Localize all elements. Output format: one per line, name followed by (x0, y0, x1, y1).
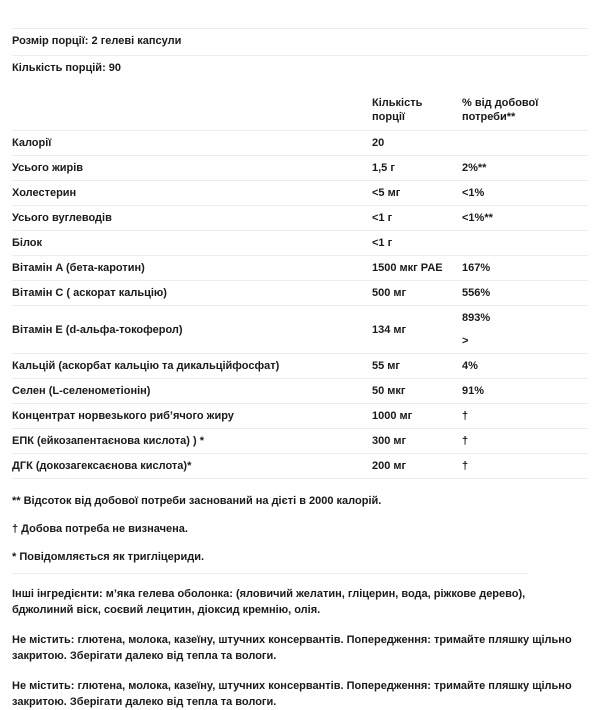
daily-value-extra-text: > (462, 335, 469, 347)
nutrient-daily-value (462, 454, 588, 479)
nutrient-daily-value (462, 131, 588, 156)
daily-value-text: 2%** (462, 162, 487, 174)
table-row (12, 404, 588, 429)
nutrient-amount: 1500 мкг PAE (372, 256, 462, 281)
nutrition-table-body (12, 131, 588, 479)
nutrient-name: Усього жирів (12, 156, 372, 181)
nutrient-daily-value (462, 429, 588, 454)
nutrient-daily-value (462, 281, 588, 306)
servings-per-container-line: Кількість порцій: 90 (12, 55, 588, 82)
daily-value-text: 4% (462, 360, 478, 372)
nutrient-name: Вітамін C ( аскорат кальцію) (12, 281, 372, 306)
footnotes-section (12, 489, 588, 574)
nutrient-name: Кальцій (аскорбат кальцію та дикальційфосфат) (12, 354, 372, 379)
column-header-amount: Кількість порції (372, 91, 462, 131)
nutrient-amount: 55 мг (372, 354, 462, 379)
nutrient-amount: <5 мг (372, 181, 462, 206)
table-row (12, 281, 588, 306)
table-row (12, 429, 588, 454)
info-paragraph: Не містить: глютена, молока, казеїну, штучних консервантів. Попередження: тримайте пляшку щільно закритою. Зберігати далеко від тепла та вологи. (12, 634, 572, 662)
table-header-row (12, 91, 588, 131)
nutrient-daily-value (462, 206, 588, 231)
info-paragraph: Не містить: глютена, молока, казеїну, штучних консервантів. Попередження: тримайте пляшку щільно закритою. Зберігати далеко від тепла та вологи. (12, 680, 572, 708)
nutrient-amount: 20 (372, 131, 462, 156)
nutrient-name: Калорії (12, 131, 372, 156)
nutrient-daily-value (462, 354, 588, 379)
daily-value-text: † (462, 410, 469, 422)
nutrient-name: Вітамін E (d-альфа-токоферол) (12, 306, 372, 354)
daily-value-text: 91% (462, 385, 485, 397)
daily-value-text: 167% (462, 262, 491, 274)
nutrient-daily-value (462, 181, 588, 206)
footnote: ** Відсоток від добової потреби заснований на дієті в 2000 калорій. (12, 495, 382, 507)
table-row (12, 206, 588, 231)
nutrient-daily-value (462, 404, 588, 429)
table-row (12, 156, 588, 181)
nutrient-name: Селен (L-селенометіонін) (12, 379, 372, 404)
column-header-nutrient (12, 91, 372, 131)
table-row (12, 181, 588, 206)
table-row (12, 231, 588, 256)
nutrient-daily-value (462, 379, 588, 404)
table-row (12, 256, 588, 281)
nutrient-name: Усього вуглеводів (12, 206, 372, 231)
table-row (12, 379, 588, 404)
nutrient-daily-value (462, 306, 588, 354)
table-row (12, 354, 588, 379)
nutrient-name: Концентрат норвезького риб’ячого жиру (12, 404, 372, 429)
daily-value-text: 893% (462, 312, 491, 324)
nutrient-name: ДГК (докозагексаєнова кислота)* (12, 454, 372, 479)
daily-value-text: <1% (462, 187, 485, 199)
nutrition-table (12, 91, 588, 479)
nutrient-amount: 200 мг (372, 454, 462, 479)
info-paragraph: Інші інгредієнти: м’яка гелева оболонка: (яловичий желатин, гліцерин, вода, ріжкове дерево), бджолиний віск, соєвий лецитин, діоксид кремнію, олія. (12, 588, 526, 616)
nutrient-amount: 1000 мг (372, 404, 462, 429)
daily-value-text: † (462, 435, 469, 447)
nutrient-daily-value (462, 256, 588, 281)
table-row (12, 306, 588, 354)
footnote: * Повідомляється як тригліцериди. (12, 551, 205, 563)
nutrient-amount: 300 мг (372, 429, 462, 454)
footnotes-divider (12, 573, 528, 574)
nutrient-daily-value (462, 156, 588, 181)
table-row (12, 454, 588, 479)
nutrient-amount: 500 мг (372, 281, 462, 306)
serving-info (12, 0, 588, 82)
daily-value-text: <1%** (462, 212, 493, 224)
nutrient-amount: 50 мкг (372, 379, 462, 404)
nutrient-amount: 134 мг (372, 306, 462, 354)
nutrient-name: Холестерин (12, 181, 372, 206)
nutrient-name: ЕПК (ейкозапентаєнова кислота) ) * (12, 429, 372, 454)
nutrient-amount: <1 г (372, 206, 462, 231)
column-header-daily-value: % від добової потреби** (462, 91, 588, 131)
nutrition-table-head (12, 91, 588, 131)
daily-value-text: † (462, 460, 469, 472)
daily-value-text: 556% (462, 287, 491, 299)
footnote: † Добова потреба не визначена. (12, 523, 188, 535)
nutrient-daily-value (462, 231, 588, 256)
table-row (12, 131, 588, 156)
nutrient-amount: <1 г (372, 231, 462, 256)
nutrient-name: Вітамін A (бета-каротин) (12, 256, 372, 281)
additional-info-section (12, 586, 588, 710)
nutrient-name: Білок (12, 231, 372, 256)
nutrient-amount: 1,5 г (372, 156, 462, 181)
serving-size-line: Розмір порції: 2 гелеві капсули (12, 28, 588, 55)
